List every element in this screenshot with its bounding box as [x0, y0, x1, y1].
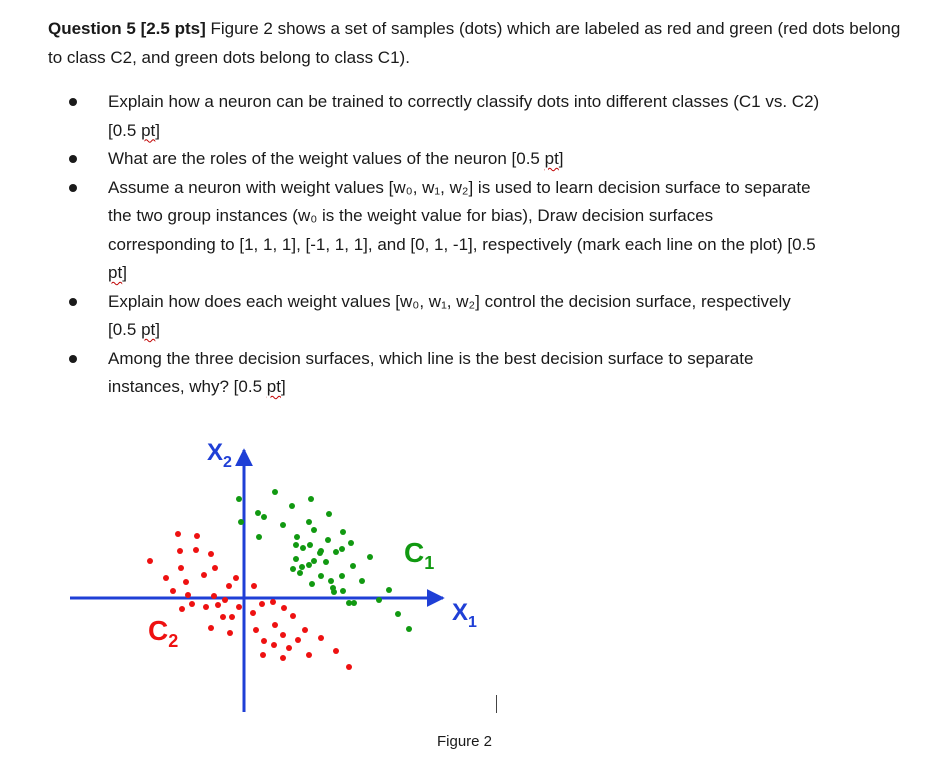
class-c1-label: $C_1$ — [404, 537, 435, 573]
green-sample-dot — [299, 564, 305, 570]
green-sample-dot — [351, 600, 357, 606]
red-sample-dot — [270, 599, 276, 605]
red-sample-dot — [208, 551, 214, 557]
green-sample-dot — [311, 558, 317, 564]
red-sample-dot — [281, 605, 287, 611]
bullet-text: Explain how a neuron can be trained to correctly classify dots into different classes (C1 vs. C2) [0.5 — [108, 92, 820, 140]
green-sample-dot — [339, 546, 345, 552]
red-sample-dot — [189, 601, 195, 607]
red-sample-dot — [250, 610, 256, 616]
red-sample-dot — [147, 558, 153, 564]
red-sample-dot — [222, 597, 228, 603]
bullet-tail: ] — [155, 320, 161, 339]
green-sample-dot — [340, 529, 346, 535]
bullet-tail: ] — [155, 120, 161, 140]
green-sample-dot — [306, 519, 312, 525]
green-sample-dot — [325, 537, 331, 543]
red-sample-dot — [183, 579, 189, 585]
green-sample-dot — [328, 578, 334, 584]
bullet-text: Explain how does each weight values [w₀, w₁, w₂] control the decision surface, respectively [0.5 — [108, 291, 791, 339]
red-sample-dot — [333, 648, 339, 654]
green-sample-dot — [261, 514, 267, 520]
red-sample-dot — [280, 632, 286, 638]
red-sample-dot — [178, 565, 184, 571]
green-sample-dot — [255, 510, 261, 516]
bullet-tail: ] — [280, 377, 286, 396]
red-sample-dot — [261, 638, 267, 644]
red-sample-dot — [280, 655, 286, 661]
question-intro: Figure 2 shows a set of samples (dots) which are labeled as red and green (red dots belong to class C2, and green dots belong to class C1). — [48, 19, 901, 67]
green-sample-dot — [293, 542, 299, 548]
spellcheck-mark: pt — [544, 149, 559, 168]
red-sample-dot — [208, 625, 214, 631]
red-sample-dot — [212, 565, 218, 571]
red-sample-dot — [193, 547, 199, 553]
red-sample-dot — [302, 627, 308, 633]
red-sample-dot — [236, 604, 242, 610]
green-sample-dot — [348, 540, 354, 546]
text-cursor — [496, 695, 497, 713]
class-c2-label: $C_2$ — [148, 615, 179, 651]
green-sample-dot — [323, 559, 329, 565]
red-sample-dot — [318, 635, 324, 641]
red-sample-dot — [175, 531, 181, 537]
spellcheck-mark: pt — [141, 120, 156, 140]
green-sample-dot — [307, 542, 313, 548]
green-sample-dot — [406, 626, 412, 632]
green-sample-dot — [308, 496, 314, 502]
red-sample-dot — [251, 583, 257, 589]
green-sample-dot — [367, 554, 373, 560]
red-sample-dot — [259, 601, 265, 607]
green-sample-dot — [306, 562, 312, 568]
green-sample-dot — [359, 578, 365, 584]
spellcheck-mark: pt — [141, 320, 156, 339]
red-sample-dot — [260, 652, 266, 658]
bullet-tail: ] — [122, 263, 127, 282]
green-sample-dot — [280, 522, 286, 528]
green-sample-dot — [350, 563, 356, 569]
bullet-tail: ] — [558, 149, 564, 168]
red-sample-dot — [271, 642, 277, 648]
red-sample-dot — [306, 652, 312, 658]
red-sample-dot — [179, 606, 185, 612]
green-sample-dot — [326, 511, 332, 517]
bullet-text: Assume a neuron with weight values [w₀, w₁, w₂] is used to learn decision surface to separate the two group instances (w₀ is the weight value for bias), Draw decision surfaces corresponding to [1, 1, 1], [-1, 1, 1], and [0, 1, -1], respectively (mark each line on the plot) [0.5 — [108, 177, 816, 254]
red-sample-dot — [185, 592, 191, 598]
red-sample-dot — [233, 575, 239, 581]
green-sample-dot — [376, 597, 382, 603]
green-sample-dot — [256, 534, 262, 540]
red-sample-dot — [253, 627, 259, 633]
green-sample-dot — [311, 527, 317, 533]
red-sample-dot — [215, 602, 221, 608]
red-sample-dot — [229, 614, 235, 620]
bullet-text: What are the roles of the weight values of the neuron [0.5 — [108, 149, 545, 168]
green-sample-dot — [294, 534, 300, 540]
red-sample-dot — [163, 575, 169, 581]
red-sample-dot — [286, 645, 292, 651]
green-sample-dot — [297, 570, 303, 576]
green-sample-dot — [238, 519, 244, 525]
red-sample-dot — [220, 614, 226, 620]
green-sample-dot — [395, 611, 401, 617]
question-label: Question 5 [2.5 pts] — [48, 19, 206, 38]
spellcheck-mark: pt — [108, 263, 123, 282]
red-sample-dot — [227, 630, 233, 636]
red-sample-dot — [226, 583, 232, 589]
x-axis-label: $X_1$ — [452, 599, 477, 631]
green-sample-dot — [272, 489, 278, 495]
green-sample-dot — [290, 566, 296, 572]
red-sample-dot — [272, 622, 278, 628]
red-sample-dot — [203, 604, 209, 610]
green-sample-dot — [293, 556, 299, 562]
green-sample-dot — [339, 573, 345, 579]
green-sample-dot — [333, 549, 339, 555]
red-sample-dot — [177, 548, 183, 554]
figure-caption: Figure 2 — [437, 733, 493, 750]
green-sample-dot — [318, 573, 324, 579]
red-sample-dot — [211, 593, 217, 599]
green-sample-dot — [309, 581, 315, 587]
red-sample-dot — [295, 637, 301, 643]
bullet-text: Among the three decision surfaces, which line is the best decision surface to separate instances, why? [0.5 — [108, 348, 754, 396]
red-sample-dot — [194, 533, 200, 539]
red-sample-dot — [346, 664, 352, 670]
green-sample-dot — [386, 587, 392, 593]
green-sample-dot — [331, 589, 337, 595]
red-sample-dot — [290, 613, 296, 619]
red-sample-dot — [201, 572, 207, 578]
green-sample-dot — [300, 545, 306, 551]
red-sample-dot — [170, 588, 176, 594]
green-sample-dot — [236, 496, 242, 502]
green-sample-dot — [289, 503, 295, 509]
green-dots-group — [236, 489, 412, 632]
green-sample-dot — [317, 550, 323, 556]
spellcheck-mark: pt — [266, 377, 281, 396]
y-axis-label: $X_2$ — [207, 439, 232, 471]
green-sample-dot — [340, 588, 346, 594]
